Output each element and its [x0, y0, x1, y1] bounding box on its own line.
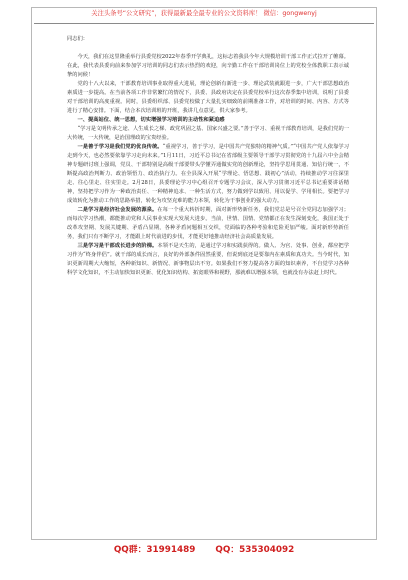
point-lead: 一是善于学习是我们党的优良传统。: [77, 143, 163, 150]
section-heading: 一、提高站位、统一思想，切实增强学习培训的主动性和紧迫感: [77, 116, 225, 123]
header-divider: [34, 23, 374, 24]
qq-number: QQ：535304092: [215, 545, 295, 555]
point-paragraph: [67, 143, 349, 206]
point-text: “重视学习，善于学习，是中国共产党独特的精神气质。”“中国共产党人依靠学习走到今天，也必然要依靠学习走向未来。”1月11日，习近平总书记在省部级主要领导干部学习贯彻党的十九届六中全会精神专题研讨班上强调，党员、干部特别是高级干部要带头学懂弄通做实党的创新理论，坚持学思用贯通、知信行统一，不断提高政治判断力、政治领悟力、政治执行力。在全县深入开展“学理论、悟思想、践初心”活动，持续推动学习往深里走、往心里走、往实里走。2月28日，县委理论学习中心组召开专题学习会议，深入学习贯彻习近平总书记重要讲话精神，坚持把学习作为一种政治责任、一种精神追求、一种生活方式，努力做到学以致用、用以促学、学用相长。要把学习成效转化为推动工作的思路举措，转化为攻坚克难的能力本领，转化为干事创业的强大动力。: [67, 143, 349, 204]
document-body: [67, 35, 349, 530]
qq-group-number: QQ群：31991489: [113, 545, 196, 555]
point-paragraph: [67, 206, 349, 242]
point-lead: 三是学习是干部成长进步的阶梯。: [77, 242, 158, 249]
point-text: 在每一个重大转折时期，面对新形势新任务，我们党总是号召全党同志加强学习；而每次学习热潮，都能推动党和人民事业实现大发展大进步。当前，世情、国情、党情都正在发生深刻变化，我国正处于改革攻坚期、发展关键期、矛盾凸显期，各种矛盾问题相互交织，党面临的各种考验和危险更加严峻。面对新形势新任务，我们只有不断学习，才能跟上时代前进的步伐，才能更好地推动经济社会高质量发展。: [67, 206, 349, 240]
paragraph: “学习是文明传承之途、人生成长之梯、政党巩固之基、国家兴盛之要。”善于学习、重视干部教育培训，是我们党的一大传统，一大传统，是治国理政的宝贵经验。: [67, 125, 349, 141]
point-paragraph: [67, 242, 349, 278]
point-text: 本领不是天生的，是通过学习和实践获得的。做人、为官、处事、创业，都应把学习作为“终身伴侣”。就干部的成长而言，良好的外部条件固然重要，但说到底还是要靠内在素质和真功夫。当今时代，知识更新周期大大缩短，各种新知识、新情况、新事物层出不穷。如果我们不努力提高各方面的知识素养，不自觉学习各种科学文化知识，不主动加快知识更新、优化知识结构、拓宽眼界和视野，那就难以增强本领，也就没有办法赶上时代。: [67, 242, 349, 276]
header-banner: [0, 0, 408, 24]
salutation: 同志们：: [67, 36, 88, 42]
footer-contact: [0, 542, 408, 555]
banner-text: 关注头条号“公文研究”，获得最新最全最专业的公文资料库！ 微信：gongwenyj: [91, 10, 317, 17]
point-lead: 二是学习是经济社会发展的源泉。: [77, 206, 158, 213]
paragraph: 今天，我们在这里隆重举行县委党校2022年春季开学典礼，这标志着我县今年大规模培训干部工作正式拉开了帷幕。在此，我代表县委向前来参加学习培训的同志们表示热烈的欢迎，向辛勤工作在干部培训岗位上的党校全体教职工表示诚挚的问候！: [67, 53, 349, 78]
paragraph: 党的十八大以来，干部教育培训事业取得重大进展，理论创新有新进一步、理论武装就跟进一步，广大干部思想政治素质进一步提高。在当前各项工作非常繁忙的情况下，县委、县政府决定在县委党校举行这次春季集中培训，说明了县委对干部培训的高度重视。同时，县委组织部、县委党校做了大量扎实细致的前期准备工作，对培训的时间、内容、方式等进行了精心安排。下面，结合本次培训班的开班，我讲几点意见，供大家参考。: [67, 80, 349, 114]
